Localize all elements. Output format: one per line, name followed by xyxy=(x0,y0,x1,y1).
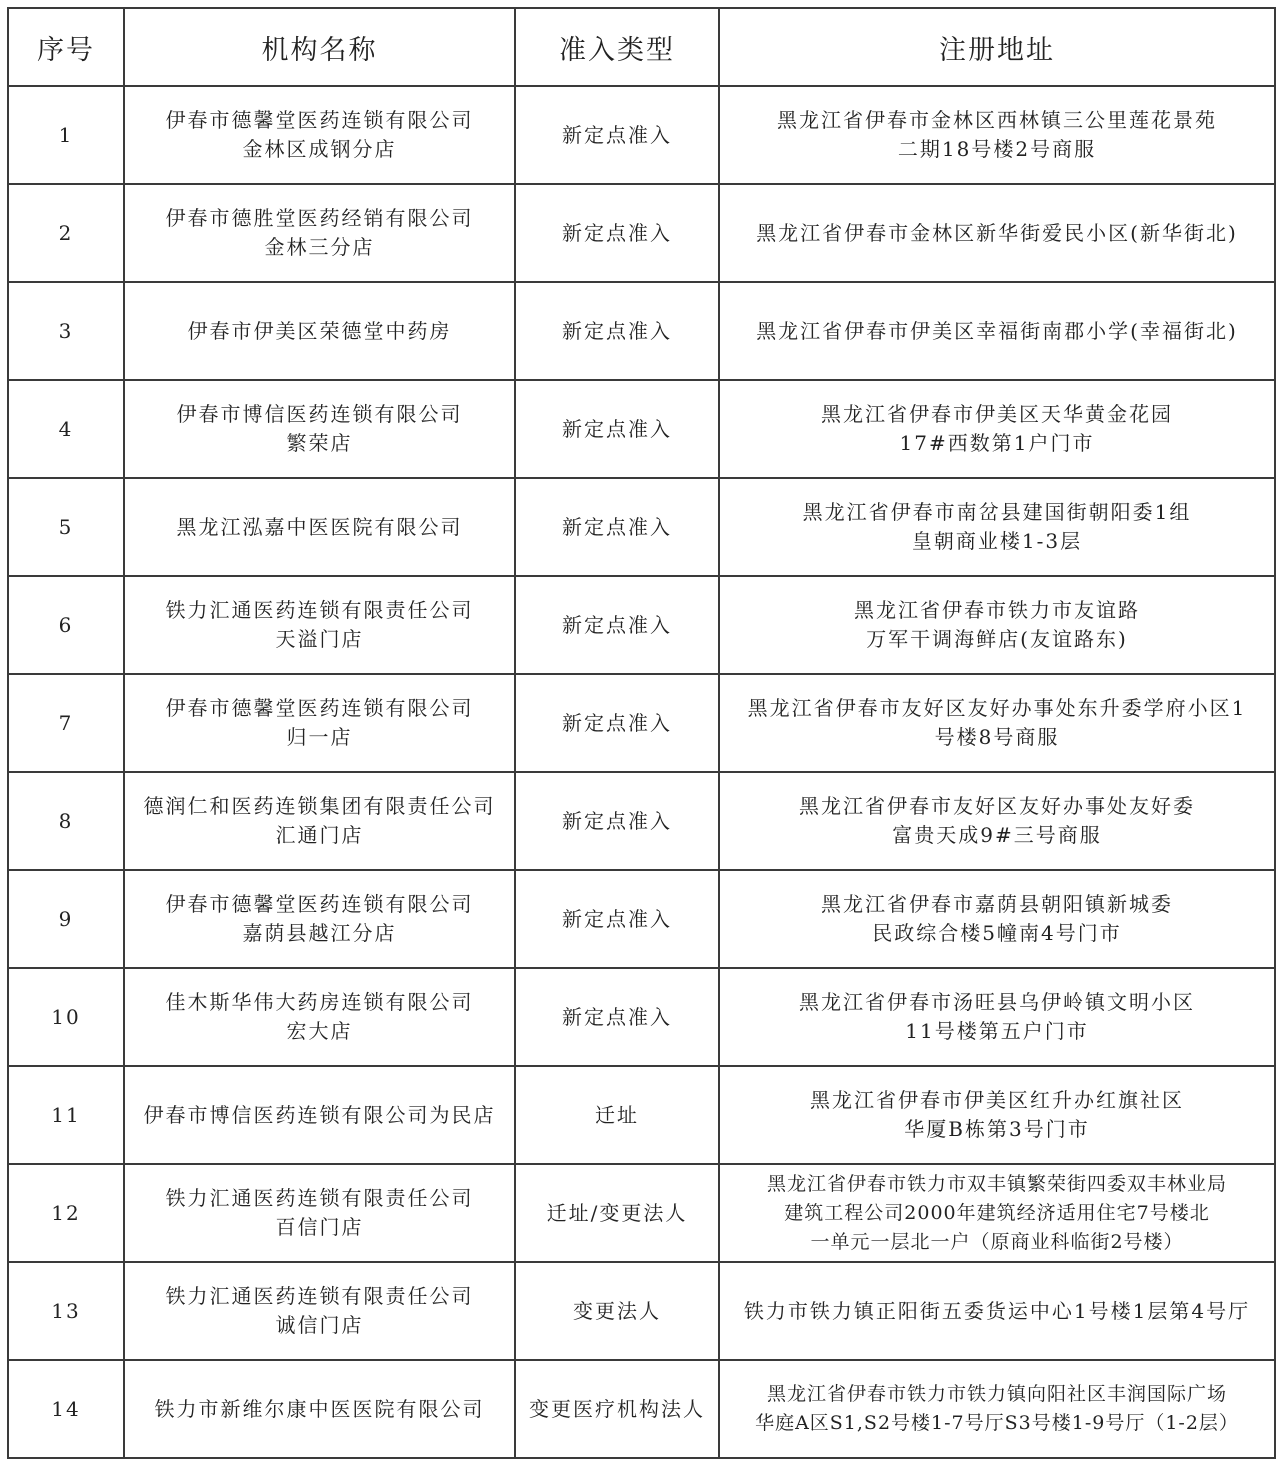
registered-address-line: 黑龙江省伊春市伊美区幸福街南郡小学(幸福街北) xyxy=(756,318,1238,343)
row-index-cell: 5 xyxy=(8,478,124,576)
institution-name-line: 天溢门店 xyxy=(275,627,364,651)
row-index-cell: 11 xyxy=(8,1066,124,1164)
institution-name-line: 伊春市伊美区荣德堂中药房 xyxy=(187,318,452,343)
table-row xyxy=(8,282,1275,380)
institution-name-line: 铁力汇通医药连锁有限责任公司 xyxy=(165,1186,474,1210)
header-row xyxy=(8,8,1275,86)
row-index-cell: 12 xyxy=(8,1164,124,1262)
institution-name-cell xyxy=(124,1066,515,1164)
registered-address-cell xyxy=(719,968,1275,1066)
institution-name-line: 百信门店 xyxy=(275,1215,364,1239)
institution-name-cell xyxy=(124,380,515,478)
institution-name-line: 金林区成钢分店 xyxy=(242,137,397,161)
institution-name-line: 佳木斯华伟大药房连锁有限公司 xyxy=(165,990,474,1014)
header-name: 机构名称 xyxy=(124,8,515,86)
institution-name-cell xyxy=(124,870,515,968)
row-index-cell: 2 xyxy=(8,184,124,282)
institution-name-line: 铁力市新维尔康中医医院有限公司 xyxy=(154,1396,485,1421)
institution-name-line: 归一店 xyxy=(286,725,353,749)
institution-name-line: 伊春市德馨堂医药连锁有限公司 xyxy=(165,892,474,916)
institution-name-line: 铁力汇通医药连锁有限责任公司 xyxy=(165,1284,474,1308)
table-row xyxy=(8,772,1275,870)
table-row xyxy=(8,576,1275,674)
row-index-cell: 6 xyxy=(8,576,124,674)
table-row xyxy=(8,870,1275,968)
institution-name-line: 嘉荫县越江分店 xyxy=(242,921,397,945)
institution-name-line: 德润仁和医药连锁集团有限责任公司 xyxy=(143,794,496,818)
table-row xyxy=(8,1164,1275,1262)
registered-address-line: 黑龙江省伊春市金林区西林镇三公里莲花景苑 xyxy=(777,108,1217,132)
registered-address-line: 黑龙江省伊春市南岔县建国街朝阳委1组 xyxy=(802,500,1192,524)
registered-address-line: 11号楼第五户门市 xyxy=(905,1019,1089,1043)
registered-address-cell xyxy=(719,1262,1275,1360)
admission-type-cell: 新定点准入 xyxy=(515,86,719,184)
registered-address-line: 黑龙江省伊春市铁力市双丰镇繁荣街四委双丰林业局 xyxy=(766,1172,1227,1195)
institution-name-line: 汇通门店 xyxy=(275,823,364,847)
institution-name-cell xyxy=(124,1164,515,1262)
institution-name-cell xyxy=(124,772,515,870)
institution-name-line: 铁力汇通医药连锁有限责任公司 xyxy=(165,598,474,622)
registered-address-line: 17#西数第1户门市 xyxy=(899,431,1095,455)
institution-name-cell xyxy=(124,282,515,380)
registered-address-line: 黑龙江省伊春市友好区友好办事处东升委学府小区1 xyxy=(747,696,1247,720)
admission-type-cell: 迁址 xyxy=(515,1066,719,1164)
registered-address-line: 万军干调海鲜店(友谊路东) xyxy=(866,627,1128,651)
registered-address-line: 黑龙江省伊春市伊美区天华黄金花园 xyxy=(821,402,1173,426)
header-address: 注册地址 xyxy=(719,8,1275,86)
registered-address-line: 民政综合楼5幢南4号门市 xyxy=(872,921,1122,945)
registered-address-cell xyxy=(719,576,1275,674)
table-row xyxy=(8,968,1275,1066)
registered-address-line: 富贵天成9#三号商服 xyxy=(892,823,1102,847)
row-index-cell: 9 xyxy=(8,870,124,968)
registered-address-line: 二期18号楼2号商服 xyxy=(897,137,1097,161)
registered-address-line: 黑龙江省伊春市金林区新华街爱民小区(新华街北) xyxy=(756,220,1238,245)
row-index-cell: 1 xyxy=(8,86,124,184)
institution-name-cell xyxy=(124,674,515,772)
registered-address-line: 号楼8号商服 xyxy=(934,725,1060,749)
institution-name-line: 伊春市德胜堂医药经销有限公司 xyxy=(165,206,474,230)
registered-address-line: 黑龙江省伊春市友好区友好办事处友好委 xyxy=(799,794,1195,818)
registered-address-cell xyxy=(719,86,1275,184)
table-row xyxy=(8,380,1275,478)
registered-address-cell xyxy=(719,184,1275,282)
registered-address-cell xyxy=(719,478,1275,576)
admission-type-cell: 新定点准入 xyxy=(515,968,719,1066)
institution-name-line: 金林三分店 xyxy=(264,235,375,259)
header-index: 序号 xyxy=(8,8,124,86)
admission-type-cell: 新定点准入 xyxy=(515,870,719,968)
registered-address-cell xyxy=(719,1164,1275,1262)
institution-name-line: 诚信门店 xyxy=(275,1313,364,1337)
institution-name-line: 繁荣店 xyxy=(286,431,353,455)
table-row xyxy=(8,674,1275,772)
registered-address-cell xyxy=(719,1360,1275,1458)
table-row xyxy=(8,478,1275,576)
admission-type-cell: 新定点准入 xyxy=(515,282,719,380)
row-index-cell: 10 xyxy=(8,968,124,1066)
table-body xyxy=(8,86,1275,1458)
admission-type-cell: 新定点准入 xyxy=(515,184,719,282)
registered-address-line: 黑龙江省伊春市伊美区红升办红旗社区 xyxy=(810,1088,1184,1112)
row-index-cell: 14 xyxy=(8,1360,124,1458)
registered-address-line: 建筑工程公司2000年建筑经济适用住宅7号楼北 xyxy=(784,1201,1210,1224)
row-index-cell: 7 xyxy=(8,674,124,772)
registered-address-line: 黑龙江省伊春市汤旺县乌伊岭镇文明小区 xyxy=(799,990,1195,1014)
institution-table xyxy=(7,7,1276,1459)
institution-name-line: 黑龙江泓嘉中医医院有限公司 xyxy=(176,514,463,539)
admission-type-cell: 迁址/变更法人 xyxy=(515,1164,719,1262)
institution-name-cell xyxy=(124,184,515,282)
institution-name-cell xyxy=(124,968,515,1066)
institution-name-line: 伊春市博信医药连锁有限公司为民店 xyxy=(143,1102,496,1127)
header-type: 准入类型 xyxy=(515,8,719,86)
institution-name-line: 伊春市德馨堂医药连锁有限公司 xyxy=(165,696,474,720)
table-row xyxy=(8,1262,1275,1360)
institution-name-cell xyxy=(124,1262,515,1360)
registered-address-cell xyxy=(719,772,1275,870)
registered-address-cell xyxy=(719,1066,1275,1164)
table-row xyxy=(8,184,1275,282)
registered-address-line: 皇朝商业楼1-3层 xyxy=(911,529,1083,553)
table-row xyxy=(8,1360,1275,1458)
institution-name-line: 伊春市博信医药连锁有限公司 xyxy=(176,402,463,426)
registered-address-line: 黑龙江省伊春市嘉荫县朝阳镇新城委 xyxy=(821,892,1173,916)
registered-address-cell xyxy=(719,380,1275,478)
admission-type-cell: 新定点准入 xyxy=(515,772,719,870)
row-index-cell: 13 xyxy=(8,1262,124,1360)
registered-address-cell xyxy=(719,674,1275,772)
admission-type-cell: 新定点准入 xyxy=(515,380,719,478)
table-row xyxy=(8,86,1275,184)
institution-name-line: 宏大店 xyxy=(286,1019,353,1043)
row-index-cell: 8 xyxy=(8,772,124,870)
row-index-cell: 3 xyxy=(8,282,124,380)
registered-address-line: 华厦B栋第3号门市 xyxy=(904,1117,1090,1141)
registered-address-line: 黑龙江省伊春市铁力市铁力镇向阳社区丰润国际广场 xyxy=(766,1383,1227,1405)
registered-address-cell xyxy=(719,870,1275,968)
registered-address-line: 黑龙江省伊春市铁力市友谊路 xyxy=(854,598,1140,622)
institution-name-cell xyxy=(124,1360,515,1458)
table-header xyxy=(8,8,1275,86)
institution-name-cell xyxy=(124,478,515,576)
institution-name-line: 伊春市德馨堂医药连锁有限公司 xyxy=(165,108,474,132)
registered-address-cell xyxy=(719,282,1275,380)
institution-name-cell xyxy=(124,576,515,674)
admission-type-cell: 新定点准入 xyxy=(515,478,719,576)
registered-address-line: 华庭A区S1,S2号楼1-7号厅S3号楼1-9号厅（1-2层） xyxy=(755,1412,1239,1434)
row-index-cell: 4 xyxy=(8,380,124,478)
admission-type-cell: 变更医疗机构法人 xyxy=(515,1360,719,1458)
registered-address-line: 一单元一层北一户（原商业科临街2号楼） xyxy=(810,1230,1184,1253)
table-row xyxy=(8,1066,1275,1164)
admission-type-cell: 新定点准入 xyxy=(515,674,719,772)
registered-address-line: 铁力市铁力镇正阳街五委货运中心1号楼1层第4号厅 xyxy=(743,1298,1251,1323)
institution-name-cell xyxy=(124,86,515,184)
admission-type-cell: 变更法人 xyxy=(515,1262,719,1360)
admission-type-cell: 新定点准入 xyxy=(515,576,719,674)
